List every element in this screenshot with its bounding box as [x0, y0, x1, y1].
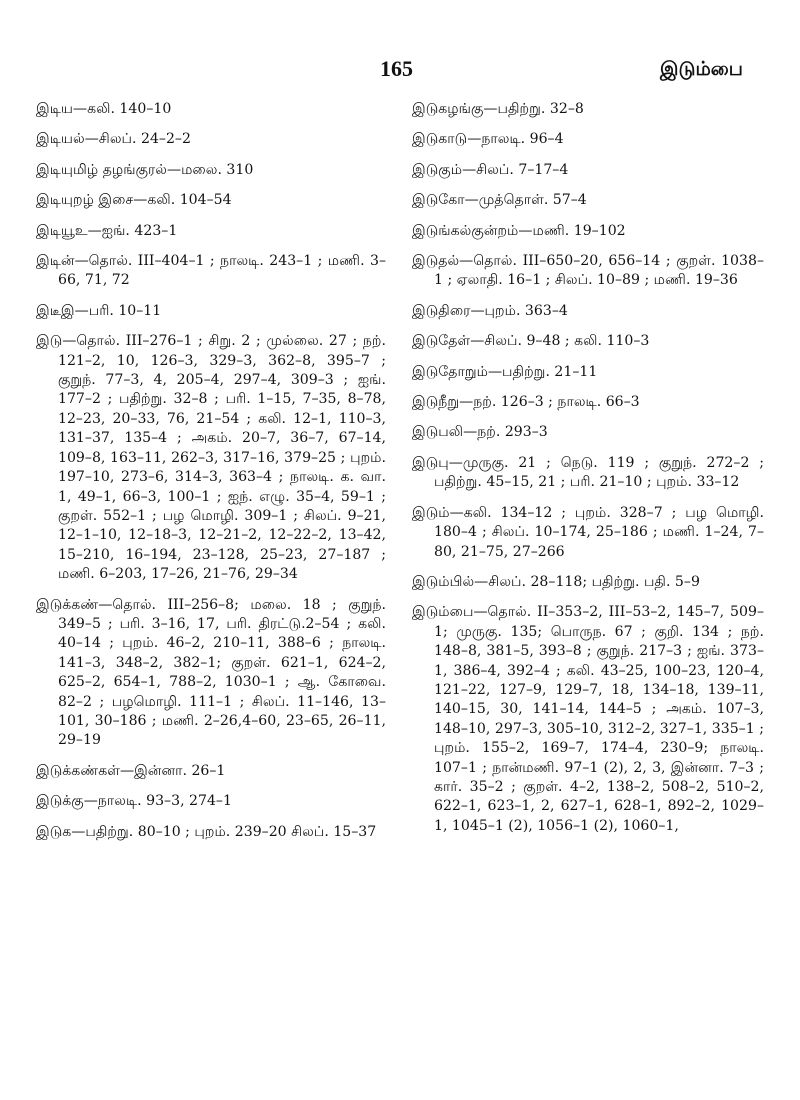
index-entry: இடுங்கல்குன்றம்—மணி. 19–102 [412, 222, 626, 239]
index-entry: இடும்—கலி. 134–12 ; புறம். 328–7 ; பழ மொழி. 180–4 ; சிலப். 10–174, 25–186 ; மணி. 1–24, 7–80, 21–75, 27–266 [412, 504, 764, 560]
index-entry: இடுகும்—சிலப். 7–17–4 [412, 161, 569, 178]
index-entry: இடு—தொல். III–276–1 ; சிறு. 2 ; முல்லை. 27 ; நற். 121–2, 10, 126–3, 329–3, 362–8, 395–7 ; குறுந். 77–3, 4, 205–4, 297–4, 309–3 ; ஐங். 177–2 ; பதிற்று. 32–8 ; பரி. 1–15, 7–35, 8–78, 12–23, 20–33, 76, 21–54 ; கலி. 12–1, 110–3, 131–37, 135–4 ; அகம். 20–7, 36–7, 67–14, 109–8, 163–11, 262–3, 317–16, 379–25 ; புறம். 197–10, 273–6, 314–3, 363–4 ; நாலடி. க. வா. 1, 49–1, 66–3, 100–1 ; ஐந். எழு. 35–4, 59–1 ; குறள். 552–1 ; பழ மொழி. 309–1 ; சிலப். 9–21, 12–1–10, 12–18–3, 12–21–2, 12–22–2, 13–42, 15–210, 16–194, 23–128, 25–23, 27–187 ; மணி. 6–203, 17–26, 21–76, 29–34 [36, 333, 386, 583]
index-entry: இடுதேள்—சிலப். 9–48 ; கலி. 110–3 [412, 333, 650, 350]
index-entry: இடுக்கண்கள்—இன்னா. 26–1 [36, 762, 226, 779]
index-entry: இடுக்கண்—தொல். III–256–8; மலை. 18 ; குறுந். 349–5 ; பரி. 3–16, 17, பரி. திரட்டு.2–54 ; கலி. 40–14 ; புறம். 46–2, 210–11, 388–6 ; நாலடி. 141–3, 348–2, 382–1; குறள். 621–1, 624–2, 625–2, 654–1, 788–2, 1030–1 ; ஆ. கோவை. 82–2 ; பழமொழி. 111–1 ; சிலப். 11–146, 13–101, 30–186 ; மணி. 2–26,4–60, 23–65, 26–11, 29–19 [36, 596, 386, 749]
index-entry: இடுதோறும்—பதிற்று. 21–11 [412, 363, 598, 380]
page-number: 165 [380, 56, 413, 81]
index-entry: இடுதிரை—புறம். 363–4 [412, 302, 568, 319]
right-column [412, 100, 764, 847]
index-entry: இடுகழங்கு—பதிற்று. 32–8 [412, 101, 584, 117]
index-entry: இடீஇ—பரி. 10–11 [36, 302, 162, 319]
left-column [36, 100, 386, 853]
index-entry: இடியூஉ—ஐங். 423–1 [36, 222, 178, 239]
index-entry: இடும்பில்—சிலப். 28–118; பதிற்று. பதி. 5–9 [412, 573, 700, 590]
index-entry: இடுக்கு—நாலடி. 93–3, 274–1 [36, 793, 232, 810]
index-entry: இடுபலி—நற். 293–3 [412, 424, 548, 441]
index-entry: இடுதல்—தொல். III–650–20, 656–14 ; குறள். 1038–1 ; ஏலாதி. 16–1 ; சிலப். 10–89 ; மணி. 19–36 [412, 253, 764, 289]
index-entry: இடுநீறு—நற். 126–3 ; நாலடி. 66–3 [412, 394, 640, 411]
index-entry: இடுகோ—முத்தொள். 57–4 [412, 192, 587, 209]
index-entry: இடுபு—முருகு. 21 ; நெடு. 119 ; குறுந். 272–2 ; பதிற்று. 45–15, 21 ; பரி. 21–10 ; புறம். 33–12 [412, 454, 764, 491]
index-entry: இடும்பை—தொல். II–353–2, III–53–2, 145–7, 509–1; முருகு. 135; பொருந. 67 ; குறி. 134 ; நற். 148–8, 381–5, 393–8 ; குறுந். 217–3 ; ஐங். 373–1, 386–4, 392–4 ; கலி. 43–25, 100–23, 120–4, 121–22, 127–9, 129–7, 18, 134–18, 139–11, 140–15, 30, 141–14, 144–5 ; அகம். 107–3, 148–10, 297–3, 305–10, 312–2, 327–1, 335–1 ; புறம். 155–2, 169–7, 174–4, 230–9; நாலடி. 107–1 ; நான்மணி. 97–1 (2), 2, 3, இன்னா. 7–3 ; கார். 35–2 ; குறள். 4–2, 138–2, 508–2, 510–2, 622–1, 623–1, 2, 627–1, 628–1, 892–2, 1029–1, 1045–1 (2), 1056–1 (2), 1060–1, [412, 604, 764, 834]
index-entry: இடுகாடு—நாலடி. 96–4 [412, 131, 564, 148]
index-entry: இடுக—பதிற்று. 80–10 ; புறம். 239–20 சிலப். 15–37 [36, 823, 377, 840]
index-entry: இடிய—கலி. 140–10 [36, 101, 172, 117]
index-entry: இடியுறழ் இசை—கலி. 104–54 [36, 192, 232, 209]
running-head: இடும்பை [660, 58, 743, 80]
index-entry: இடியல்—சிலப். 24–2–2 [36, 131, 191, 148]
index-entry: இடியுமிழ் தழங்குரல்—மலை. 310 [36, 161, 254, 178]
index-entry: இடின்—தொல். III–404–1 ; நாலடி. 243–1 ; மணி. 3–66, 71, 72 [36, 253, 386, 289]
